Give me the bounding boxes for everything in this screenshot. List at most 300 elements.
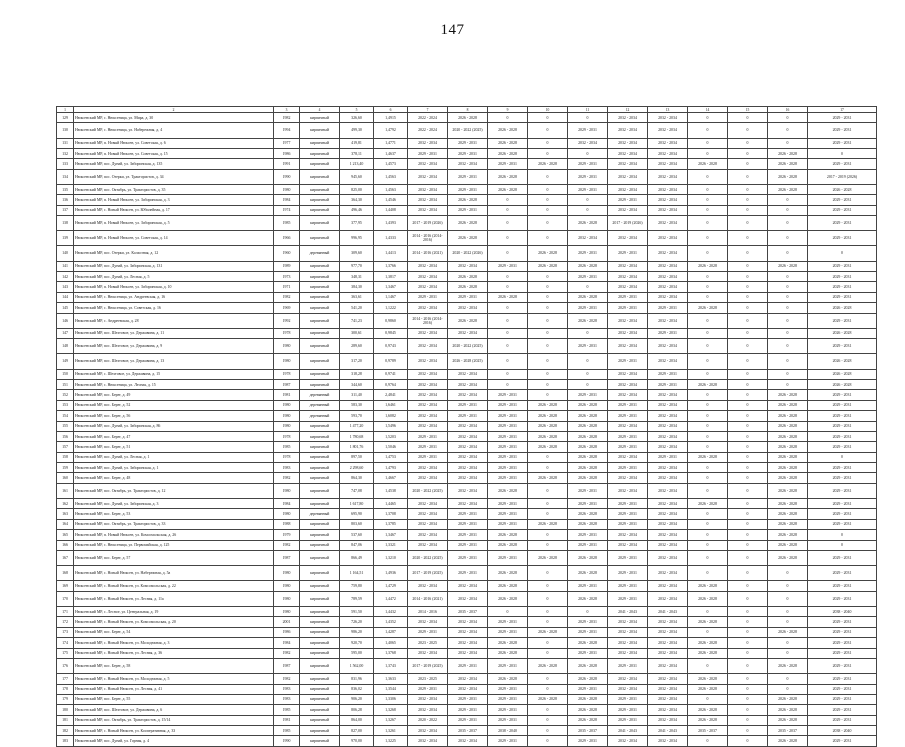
- coefficient-cell: 1,3306: [374, 694, 408, 704]
- period-cell: 0: [688, 195, 728, 205]
- period-cell: 0: [528, 216, 568, 231]
- period-cell: 2026 - 2028: [568, 674, 608, 684]
- period-cell: 2032 - 2034: [408, 421, 448, 431]
- period-cell: 2032 - 2034: [648, 674, 688, 684]
- column-number: 12: [608, 107, 648, 113]
- column-number: 9: [488, 107, 528, 113]
- table-row: [57, 499, 877, 509]
- table-row: [57, 313, 877, 328]
- period-cell: 0: [728, 694, 768, 704]
- period-cell: 0: [728, 123, 768, 138]
- period-cell: 2032 - 2034: [608, 684, 648, 694]
- period-cell: 0: [728, 328, 768, 338]
- period-cell: 2029 - 2031: [448, 519, 488, 529]
- coefficient-cell: 1,3817: [374, 272, 408, 282]
- period-cell: 2029 - 2031: [608, 354, 648, 369]
- period-cell: 2026 - 2028: [568, 411, 608, 421]
- period-cell: 2020 - 2022 (2025): [408, 483, 448, 498]
- period-cell: 0: [728, 411, 768, 421]
- period-cell: 2032 - 2034: [648, 169, 688, 184]
- period-cell: 2032 - 2034: [608, 169, 648, 184]
- period-cell: 2029 - 2031: [568, 303, 608, 313]
- period-cell: 0: [728, 715, 768, 725]
- wall-material-cell: кирпичный: [300, 566, 340, 581]
- period-cell: 2029 - 2031: [488, 617, 528, 627]
- period-cell: 2026 - 2028: [528, 431, 568, 441]
- table-row: [57, 328, 877, 338]
- period-cell: 2017 - 2019 (2026): [608, 216, 648, 231]
- wall-material-cell: кирпичный: [300, 169, 340, 184]
- period-cell: 2032 - 2034: [448, 736, 488, 746]
- period-cell: 0: [768, 292, 808, 302]
- period-cell: 2029 - 2031: [448, 411, 488, 421]
- period-cell: 0: [728, 339, 768, 354]
- period-cell: 0: [728, 581, 768, 591]
- period-cell: 2026 - 2028: [768, 551, 808, 566]
- period-cell: 2029 - 2031: [488, 499, 528, 509]
- period-cell: 2026 - 2028: [528, 627, 568, 637]
- period-cell: 2029 - 2031: [808, 684, 877, 694]
- period-cell: 2029 - 2031: [608, 519, 648, 529]
- table-body: [57, 113, 877, 747]
- period-cell: 2029 - 2031: [808, 591, 877, 606]
- period-cell: 0: [768, 617, 808, 627]
- year-cell: 1980: [274, 339, 300, 354]
- period-cell: 2029 - 2031: [448, 292, 488, 302]
- period-cell: 2029 - 2031: [488, 390, 528, 400]
- period-cell: 2032 - 2034: [448, 328, 488, 338]
- period-cell: 2026 - 2028: [528, 400, 568, 410]
- row-number-cell: 165: [57, 530, 74, 540]
- year-cell: 1987: [274, 379, 300, 389]
- row-number-cell: 152: [57, 390, 74, 400]
- year-cell: 1980: [274, 400, 300, 410]
- period-cell: 0: [728, 566, 768, 581]
- period-cell: 0: [528, 499, 568, 509]
- period-cell: 0: [528, 113, 568, 123]
- period-cell: 2029 - 2031: [608, 400, 648, 410]
- period-cell: 0: [488, 272, 528, 282]
- area-cell: 803,60: [340, 519, 374, 529]
- period-cell: 2026 - 2028: [488, 674, 528, 684]
- table-row: [57, 261, 877, 271]
- period-cell: 2026 - 2028: [448, 272, 488, 282]
- column-number: 1: [57, 107, 74, 113]
- period-cell: 2026 - 2028: [488, 148, 528, 158]
- coefficient-cell: 1,3467: [374, 282, 408, 292]
- period-cell: 2032 - 2034: [648, 339, 688, 354]
- period-cell: 2032 - 2034: [608, 159, 648, 169]
- wall-material-cell: кирпичный: [300, 231, 340, 246]
- period-cell: 2029 - 2031: [448, 551, 488, 566]
- period-cell: 2032 - 2034: [648, 658, 688, 673]
- period-cell: 2032 - 2034: [408, 581, 448, 591]
- period-cell: 2032 - 2034: [648, 231, 688, 246]
- period-cell: 2032 - 2034: [648, 694, 688, 704]
- period-cell: 0: [488, 328, 528, 338]
- period-cell: 2029 - 2031: [448, 540, 488, 550]
- table-row: [57, 530, 877, 540]
- area-cell: 897,50: [340, 452, 374, 462]
- period-cell: 0: [768, 638, 808, 648]
- period-cell: 2032 - 2034: [608, 674, 648, 684]
- wall-material-cell: кирпичный: [300, 123, 340, 138]
- year-cell: 1982: [274, 540, 300, 550]
- period-cell: 2029 - 2031: [608, 658, 648, 673]
- period-cell: 2032 - 2034: [408, 694, 448, 704]
- coefficient-cell: 1,4792: [374, 123, 408, 138]
- year-cell: 1980: [274, 184, 300, 194]
- address-cell: Нюксенский МР, п. Новый Нюксен, ул. Заборинская, д. 10: [74, 282, 274, 292]
- period-cell: 2029 - 2031: [808, 205, 877, 215]
- period-cell: 2032 - 2034: [408, 272, 448, 282]
- wall-material-cell: кирпичный: [300, 113, 340, 123]
- period-cell: 2029 - 2031: [448, 658, 488, 673]
- year-cell: 1986: [274, 148, 300, 158]
- period-cell: 0: [768, 354, 808, 369]
- period-cell: 0: [688, 231, 728, 246]
- period-cell: 2026 - 2028: [768, 694, 808, 704]
- row-number-cell: 179: [57, 694, 74, 704]
- coefficient-cell: 1,4352: [374, 617, 408, 627]
- period-cell: 2026 - 2028: [568, 473, 608, 483]
- row-number-cell: 149: [57, 354, 74, 369]
- coefficient-cell: 1,4408: [374, 205, 408, 215]
- wall-material-cell: кирпичный: [300, 282, 340, 292]
- period-cell: 0: [528, 328, 568, 338]
- coefficient-cell: 1,5046: [374, 442, 408, 452]
- wall-material-cell: кирпичный: [300, 421, 340, 431]
- period-cell: 2029 - 2031: [808, 736, 877, 746]
- period-cell: 2032 - 2034: [408, 369, 448, 379]
- address-cell: Нюксенский МР, с. Новый Нюксен, ул. Молодежная, д. 5: [74, 674, 274, 684]
- period-cell: 2032 - 2034: [608, 272, 648, 282]
- period-cell: 2032 - 2034: [408, 463, 448, 473]
- area-cell: 541,20: [340, 303, 374, 313]
- period-cell: 0: [728, 390, 768, 400]
- period-cell: 2029 - 2031: [648, 303, 688, 313]
- wall-material-cell: кирпичный: [300, 369, 340, 379]
- address-cell: Нюксенский МР, пос. Дунай, ул. Лесная, д. 1: [74, 452, 274, 462]
- area-cell: 348,31: [340, 272, 374, 282]
- area-cell: 317,20: [340, 354, 374, 369]
- period-cell: 2032 - 2034: [448, 421, 488, 431]
- period-cell: 2029 - 2031: [608, 411, 648, 421]
- period-cell: 0: [768, 566, 808, 581]
- table-row: [57, 303, 877, 313]
- coefficient-cell: 1,3210: [374, 551, 408, 566]
- table-row: [57, 540, 877, 550]
- period-cell: 0: [528, 591, 568, 606]
- row-number-cell: 183: [57, 736, 74, 746]
- coefficient-cell: 1,3708: [374, 509, 408, 519]
- period-cell: 2029 - 2031: [488, 411, 528, 421]
- year-cell: 1960: [274, 246, 300, 261]
- table-row: [57, 431, 877, 441]
- area-cell: 789,59: [340, 591, 374, 606]
- period-cell: 2041 - 2043: [648, 606, 688, 616]
- wall-material-cell: деревянный: [300, 390, 340, 400]
- period-cell: 0: [688, 216, 728, 231]
- area-cell: 741,23: [340, 313, 374, 328]
- period-cell: 0: [528, 463, 568, 473]
- year-cell: 1985: [274, 726, 300, 736]
- column-number: 17: [808, 107, 877, 113]
- period-cell: 2026 - 2028: [568, 463, 608, 473]
- period-cell: 2032 - 2034: [408, 195, 448, 205]
- period-cell: 0: [688, 473, 728, 483]
- period-cell: 0: [768, 138, 808, 148]
- period-cell: 0: [688, 509, 728, 519]
- period-cell: 2032 - 2034: [648, 530, 688, 540]
- period-cell: 2029 - 2031: [808, 390, 877, 400]
- period-cell: 2026 - 2028: [528, 473, 568, 483]
- period-cell: 2026 - 2028: [488, 591, 528, 606]
- period-cell: 0: [688, 694, 728, 704]
- period-cell: 2029 - 2031: [568, 530, 608, 540]
- period-cell: 0: [728, 463, 768, 473]
- area-cell: 806,28: [340, 705, 374, 715]
- period-cell: 2026 - 2028: [768, 463, 808, 473]
- wall-material-cell: кирпичный: [300, 705, 340, 715]
- year-cell: 1992: [274, 313, 300, 328]
- period-cell: 0: [728, 205, 768, 215]
- table-row: [57, 591, 877, 606]
- period-cell: 2026 - 2028 (2025): [448, 354, 488, 369]
- period-cell: 2020 - 2022 (2025): [448, 339, 488, 354]
- address-cell: Нюксенский МР, пос. Октябрь, ул. Трактористов, д. 35: [74, 184, 274, 194]
- address-cell: Нюксенский МР, п. Новый Нюксен, ул. Заборинская, д. 5: [74, 216, 274, 231]
- period-cell: 2032 - 2034: [448, 617, 488, 627]
- period-cell: 0: [728, 379, 768, 389]
- period-cell: 2032 - 2034: [648, 509, 688, 519]
- period-cell: 0: [728, 736, 768, 746]
- period-cell: 2026 - 2028: [488, 566, 528, 581]
- period-cell: 0: [728, 261, 768, 271]
- coefficient-cell: 1,3261: [374, 726, 408, 736]
- period-cell: 2032 - 2034: [648, 581, 688, 591]
- period-cell: 2026 - 2028: [568, 421, 608, 431]
- period-cell: 2029 - 2031: [488, 261, 528, 271]
- address-cell: Нюксенский МР, п. Новый Нюксен, ул. Заборинская, д. 3: [74, 195, 274, 205]
- period-cell: 2026 - 2028: [768, 509, 808, 519]
- period-cell: 2029 - 2031: [808, 674, 877, 684]
- address-cell: Нюксенский МР, пос. Октябрь, ул. Трактористов, д. 12: [74, 483, 274, 498]
- period-cell: 2026 - 2028: [768, 421, 808, 431]
- period-cell: 0: [728, 313, 768, 328]
- period-cell: 0: [768, 195, 808, 205]
- period-cell: 2014 - 2016 (2021): [408, 591, 448, 606]
- period-cell: 2026 - 2028: [568, 519, 608, 529]
- period-cell: 2014 - 2016 (2014-2016): [408, 231, 448, 246]
- period-cell: 2029 - 2031: [448, 138, 488, 148]
- row-number-cell: 178: [57, 684, 74, 694]
- coefficient-cell: 1,4432: [374, 606, 408, 616]
- period-cell: 0: [488, 205, 528, 215]
- period-cell: 2032 - 2034: [608, 452, 648, 462]
- period-cell: 0: [728, 303, 768, 313]
- row-number-cell: 133: [57, 159, 74, 169]
- area-cell: 866,49: [340, 551, 374, 566]
- period-cell: 0: [688, 442, 728, 452]
- year-cell: 1985: [274, 442, 300, 452]
- period-cell: 0: [768, 113, 808, 123]
- row-number-cell: 134: [57, 169, 74, 184]
- period-cell: 2032 - 2034: [408, 499, 448, 509]
- period-cell: 2029 - 2031: [808, 694, 877, 704]
- period-cell: 0: [728, 551, 768, 566]
- period-cell: 2029 - 2031: [568, 540, 608, 550]
- period-cell: 2026 - 2028: [688, 159, 728, 169]
- address-cell: Нюксенский МР, пос. Берег, д. 53: [74, 509, 274, 519]
- period-cell: 2029 - 2031: [808, 261, 877, 271]
- row-number-cell: 176: [57, 658, 74, 673]
- period-cell: 2032 - 2034: [448, 261, 488, 271]
- period-cell: 2038 - 2040: [488, 726, 528, 736]
- wall-material-cell: деревянный: [300, 411, 340, 421]
- period-cell: 2029 - 2031: [808, 483, 877, 498]
- period-cell: 2032 - 2034: [408, 390, 448, 400]
- period-cell: 0: [728, 638, 768, 648]
- row-number-cell: 177: [57, 674, 74, 684]
- period-cell: 2029 - 2031: [568, 648, 608, 658]
- row-number-cell: 140: [57, 246, 74, 261]
- wall-material-cell: кирпичный: [300, 674, 340, 684]
- period-cell: 2032 - 2034: [608, 261, 648, 271]
- table-row: [57, 339, 877, 354]
- period-cell: 0: [528, 648, 568, 658]
- table-row: [57, 473, 877, 483]
- coefficient-cell: 1,3785: [374, 519, 408, 529]
- area-cell: 496,46: [340, 205, 374, 215]
- period-cell: 0: [768, 581, 808, 591]
- period-cell: 0: [528, 530, 568, 540]
- period-cell: 2032 - 2034: [648, 499, 688, 509]
- year-cell: 1987: [274, 551, 300, 566]
- table-row: [57, 195, 877, 205]
- period-cell: 2029 - 2031: [568, 617, 608, 627]
- period-cell: 2032 - 2034: [408, 184, 448, 194]
- period-cell: 2029 - 2031: [488, 684, 528, 694]
- address-cell: Нюксенский МР, с. Новый Нюксен, ул. Кооперативная, д. 33: [74, 726, 274, 736]
- period-cell: 2032 - 2034: [648, 473, 688, 483]
- period-cell: 0: [528, 148, 568, 158]
- table-row: [57, 581, 877, 591]
- period-cell: 0: [688, 431, 728, 441]
- address-cell: Нюксенский МР, с. Новый Нюксен, ул. Лесная, д. 36: [74, 648, 274, 658]
- period-cell: 2032 - 2034: [648, 705, 688, 715]
- period-cell: 2026 - 2028: [688, 591, 728, 606]
- address-cell: Нюксенский МР, пос. Берег, д. 51: [74, 442, 274, 452]
- period-cell: 2032 - 2034: [608, 123, 648, 138]
- row-number-cell: 130: [57, 123, 74, 138]
- row-number-cell: 143: [57, 282, 74, 292]
- wall-material-cell: кирпичный: [300, 442, 340, 452]
- period-cell: 2029 - 2031: [808, 499, 877, 509]
- period-cell: 2029 - 2031: [808, 282, 877, 292]
- area-cell: 326,60: [340, 113, 374, 123]
- area-cell: 920,70: [340, 638, 374, 648]
- period-cell: 2029 - 2031: [488, 627, 528, 637]
- year-cell: 1978: [274, 431, 300, 441]
- period-cell: 2032 - 2034: [608, 379, 648, 389]
- period-cell: 0: [528, 509, 568, 519]
- year-cell: 1978: [274, 369, 300, 379]
- address-cell: Нюксенский МР, пос. Дунай, ул. Заборинская, д. 1: [74, 463, 274, 473]
- period-cell: 2032 - 2034: [408, 303, 448, 313]
- period-cell: 2029 - 2031: [648, 452, 688, 462]
- period-cell: 0: [488, 303, 528, 313]
- period-cell: 0: [528, 684, 568, 694]
- period-cell: 2026 - 2028: [488, 483, 528, 498]
- address-cell: Нюксенский МР, с. Новый Нюксен, ул. Юбилейная, д. 17: [74, 205, 274, 215]
- period-cell: 2026 - 2028: [688, 617, 728, 627]
- coefficient-cell: 1,3766: [374, 261, 408, 271]
- period-cell: 0: [768, 303, 808, 313]
- row-number-cell: 139: [57, 231, 74, 246]
- period-cell: 0: [688, 566, 728, 581]
- wall-material-cell: кирпичный: [300, 216, 340, 231]
- period-cell: 2026 - 2028: [488, 638, 528, 648]
- period-cell: 0: [488, 282, 528, 292]
- period-cell: 2032 - 2034: [448, 473, 488, 483]
- period-cell: 2026 - 2028: [488, 540, 528, 550]
- period-cell: 2032 - 2034: [608, 483, 648, 498]
- period-cell: 2029 - 2031: [808, 638, 877, 648]
- table-row: [57, 184, 877, 194]
- period-cell: 2026 - 2028: [768, 431, 808, 441]
- coefficient-cell: 1,3267: [374, 715, 408, 725]
- period-cell: 2026 - 2028: [568, 694, 608, 704]
- coefficient-cell: 1,4472: [374, 591, 408, 606]
- period-cell: 0: [728, 519, 768, 529]
- table-row: [57, 292, 877, 302]
- period-cell: 0: [528, 736, 568, 746]
- period-cell: 2026 - 2028: [808, 184, 877, 194]
- table-row: [57, 519, 877, 529]
- row-number-cell: 138: [57, 216, 74, 231]
- period-cell: 2026 - 2028: [768, 261, 808, 271]
- row-number-cell: 154: [57, 411, 74, 421]
- period-cell: 2032 - 2034: [608, 369, 648, 379]
- year-cell: 1980: [274, 411, 300, 421]
- period-cell: 2035 - 2037: [448, 726, 488, 736]
- period-cell: 0: [728, 292, 768, 302]
- period-cell: 2029 - 2031: [448, 694, 488, 704]
- period-cell: 2026 - 2028: [568, 431, 608, 441]
- table-row: [57, 566, 877, 581]
- period-cell: 0: [808, 452, 877, 462]
- year-cell: 1990: [274, 169, 300, 184]
- address-cell: Нюксенский МР, с. Новый Нюксен, ул. Лесная, д. 41: [74, 684, 274, 694]
- period-cell: 2026 - 2028: [528, 159, 568, 169]
- period-cell: 2026 - 2028: [768, 483, 808, 498]
- capital-repair-table: [56, 106, 877, 747]
- period-cell: 0: [688, 292, 728, 302]
- period-cell: 2032 - 2034: [608, 530, 648, 540]
- area-cell: 419,81: [340, 138, 374, 148]
- period-cell: 0: [528, 715, 568, 725]
- period-cell: 0: [688, 113, 728, 123]
- period-cell: 0: [768, 282, 808, 292]
- period-cell: 2029 - 2031: [608, 509, 648, 519]
- table-row: [57, 551, 877, 566]
- area-cell: 1 562,00: [340, 658, 374, 673]
- period-cell: 0: [728, 113, 768, 123]
- table-row: [57, 726, 877, 736]
- period-cell: 2026 - 2028: [768, 715, 808, 725]
- coefficient-cell: 1,4753: [374, 452, 408, 462]
